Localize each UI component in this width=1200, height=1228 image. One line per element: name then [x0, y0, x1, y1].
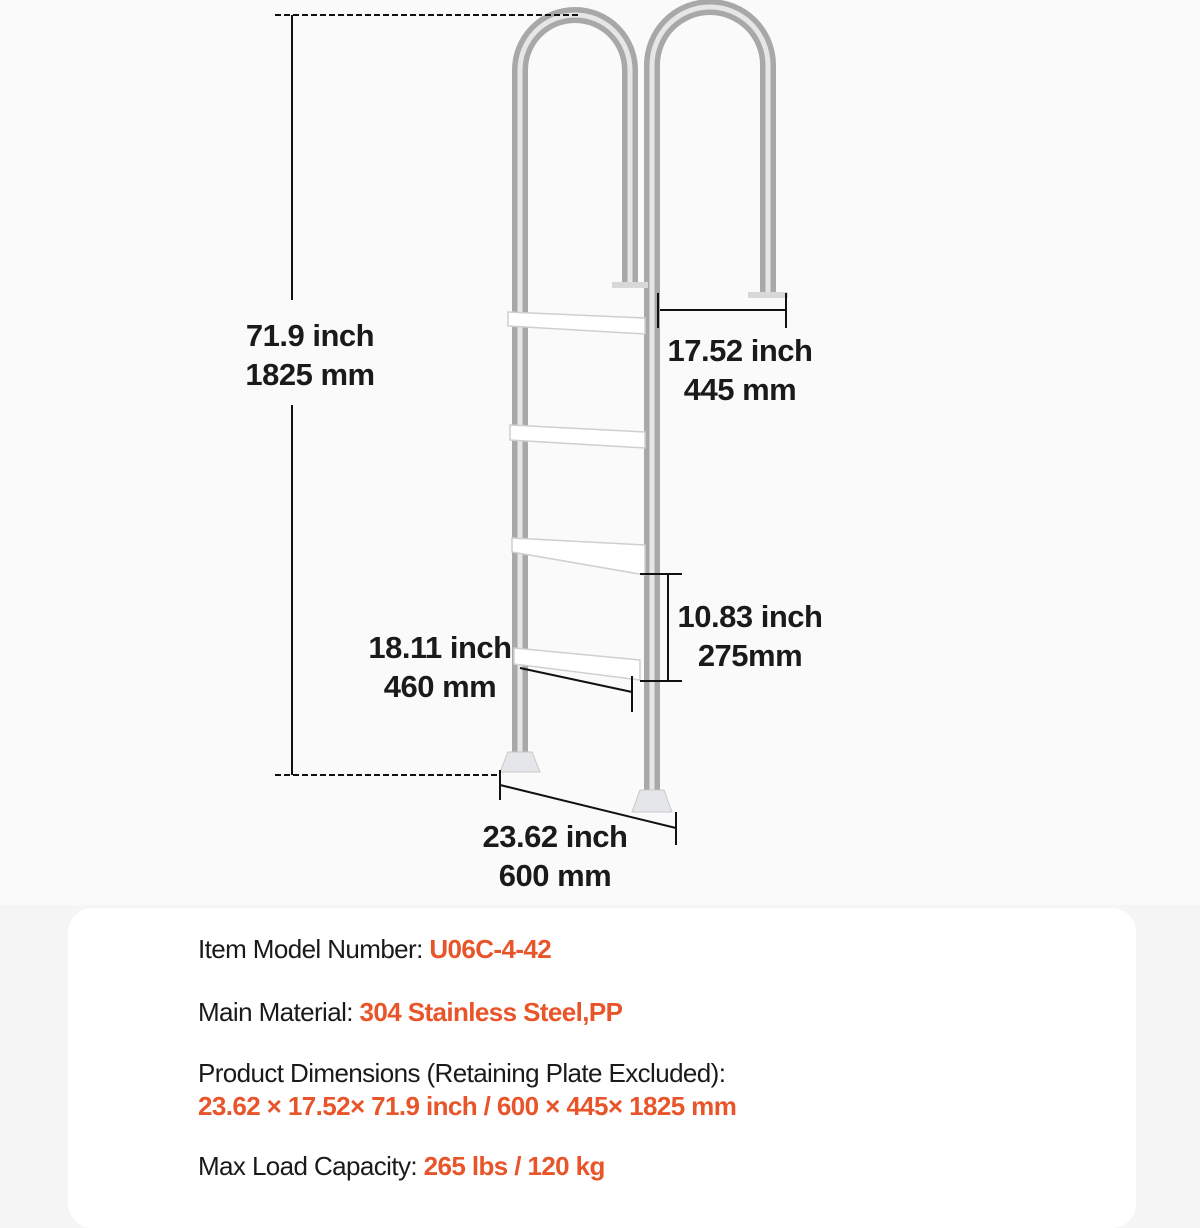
ladder-steps: [508, 312, 645, 680]
spec-model: [198, 934, 551, 965]
spec-value: 304 Stainless Steel,PP: [359, 997, 623, 1027]
spec-label: Item Model Number:: [198, 934, 423, 964]
base-width-mm: 600 mm: [498, 858, 612, 893]
step-width-label: [350, 628, 530, 706]
step-spacing-mm: 275mm: [697, 638, 803, 673]
height-inch: 71.9 inch: [245, 318, 375, 353]
height-mm: 1825 mm: [245, 357, 375, 392]
handrail-width-mm: 445 mm: [683, 372, 797, 407]
handrail-width-label: [650, 331, 830, 409]
spec-value: 265 lbs / 120 kg: [423, 1151, 605, 1181]
spec-material: [198, 997, 622, 1028]
spec-label: Max Load Capacity:: [198, 1151, 417, 1181]
height-dimension-label: [220, 316, 400, 394]
handrail-width-inch: 17.52 inch: [667, 333, 813, 368]
step-width-mm: 460 mm: [383, 669, 497, 704]
spec-load: [198, 1151, 605, 1182]
spec-value: U06C-4-42: [429, 934, 552, 964]
base-width-label: [460, 817, 650, 895]
spec-label: Product Dimensions (Retaining Plate Excluded):: [198, 1058, 726, 1088]
spec-dimensions: [198, 1058, 736, 1122]
step-spacing-inch: 10.83 inch: [677, 599, 823, 634]
step-width-inch: 18.11 inch: [368, 630, 512, 665]
spec-value: 23.62 × 17.52× 71.9 inch / 600 × 445× 1825 mm: [198, 1091, 737, 1121]
step-spacing-label: [660, 597, 840, 675]
spec-label: Main Material:: [198, 997, 353, 1027]
base-width-inch: 23.62 inch: [482, 819, 628, 854]
specs-card: [68, 908, 1136, 1228]
